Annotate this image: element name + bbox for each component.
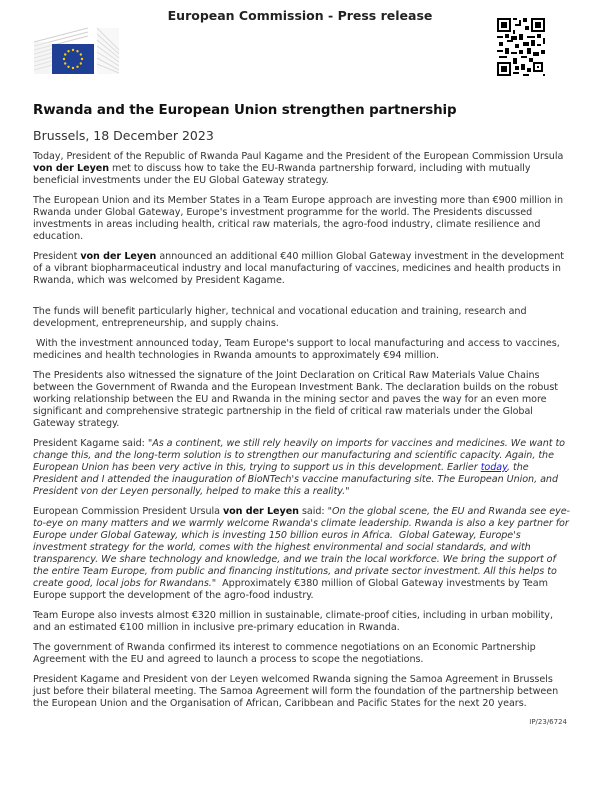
paragraph-3 [33, 251, 573, 287]
paragraph-2: The European Union and its Member States in a Team Europe approach are investing more than €900 million in Rwanda under Global Gateway, Europe's investment programme for the world. The Presidents discussed investments in areas including health, critical raw materials, the agro-food industry, climate resilience and education. [33, 195, 564, 242]
quote-text: As a continent, we still rely heavily on imports for vaccines and medicines. We want to change this, and the long-term solution is to strengthen our manufacturing and scientific capacity. Again, the European Union has been very active in this, trying to support us in this development. Earlier [33, 438, 565, 473]
text: President [33, 251, 81, 262]
text: Approximately €380 million of Global Gateway investments by Team Europe support the development of the agro-food industry. [33, 578, 551, 601]
text: announced an additional €40 million Global Gateway investment in the development of a vibrant biopharmaceutical industry and local manufacturing of vaccines, medicines and health products in Rwanda, which was welcomed by President Kagame. [33, 251, 564, 286]
text: " [345, 486, 350, 497]
article-title: Rwanda and the European Union strengthen partnership [33, 103, 457, 118]
page-header-title: European Commission - Press release [167, 8, 433, 23]
qr-code-icon [495, 16, 547, 78]
paragraph-11: President Kagame and President von der Leyen welcomed Rwanda signing the Samoa Agreement in Brussels just before their bilateral meeting. The Samoa Agreement will form the foundation of the partnership between the European Union and the Organisation of African, Caribbean and Pacific States for the next 20 years. [33, 674, 559, 709]
text: said: " [298, 506, 332, 517]
paragraph-5: With the investment announced today, Team Europe's support to local manufacturing and access to vaccines, medicines and health technologies in Rwanda amounts to approximately €94 million. [33, 338, 563, 361]
reference-number: IP/23/6724 [529, 718, 567, 726]
bold-name: von der Leyen [222, 506, 299, 517]
paragraph-7-quote-kagame [33, 438, 573, 498]
text: met to discuss how to take the EU-Rwanda partnership forward, including with mutually beneficial investments under the EU Global Gateway strategy. [33, 163, 531, 186]
text: President Kagame said: " [33, 438, 153, 449]
paragraph-6: The Presidents also witnessed the signature of the Joint Declaration on Critical Raw Materials Value Chains between the Government of Rwanda and the European Investment Bank. The declaration builds on the robust working relationship between the EU and Rwanda in the mining sector and paves the way for an even more significant and comprehensive strategic partnership in the field of critical raw materials under the Global Gateway strategy. [33, 370, 558, 429]
paragraph-4: The funds will benefit particularly higher, technical and vocational education and training, research and development, entrepreneurship, and supply chains. [33, 306, 527, 329]
dateline: Brussels, 18 December 2023 [33, 128, 214, 143]
today-link[interactable]: today [480, 462, 507, 473]
paragraph-10: The government of Rwanda confirmed its interest to commence negotiations on an Economic Partnership Agreement with the EU and agreed to launch a process to scope the negotiations. [33, 642, 536, 665]
paragraph-1 [33, 151, 573, 187]
bold-name: von der Leyen [33, 163, 110, 174]
quote-text: , the President and I attended the inauguration of BioNTech's vaccine manufacturing site. The European Union, and President von der Leyen personally, helped to make this a reality. [33, 462, 558, 497]
text: European Commission President Ursula [33, 506, 223, 517]
quote-text: On the global scene, the EU and Rwanda see eye-to-eye on many matters and we warmly welcome Rwanda's climate leadership. Rwanda is also a key partner for Europe under Global Gateway, which is investing 150 billion euros in Africa. Global Gateway, Europe's investment strategy for the world, comes with the highest environmental and social standards, and with transparency. We share technology and knowledge, and we train the local workforce. We bring the support of the entire Team Europe, from public and financing institutions, and private sector investment. All this helps to create good, local jobs for Rwandans." [33, 506, 572, 589]
bold-name: von der Leyen [80, 251, 157, 262]
eu-commission-logo-icon [30, 22, 120, 74]
paragraph-9: Team Europe also invests almost €320 million in sustainable, climate-proof cities, including in urban mobility, and an estimated €100 million in inclusive pre-primary education in Rwanda. [33, 610, 553, 633]
text: Today, President of the Republic of Rwanda Paul Kagame and the President of the European Commission Ursula [33, 151, 564, 162]
press-release-body [33, 103, 573, 726]
paragraph-8-quote-von-der-leyen [33, 506, 573, 602]
